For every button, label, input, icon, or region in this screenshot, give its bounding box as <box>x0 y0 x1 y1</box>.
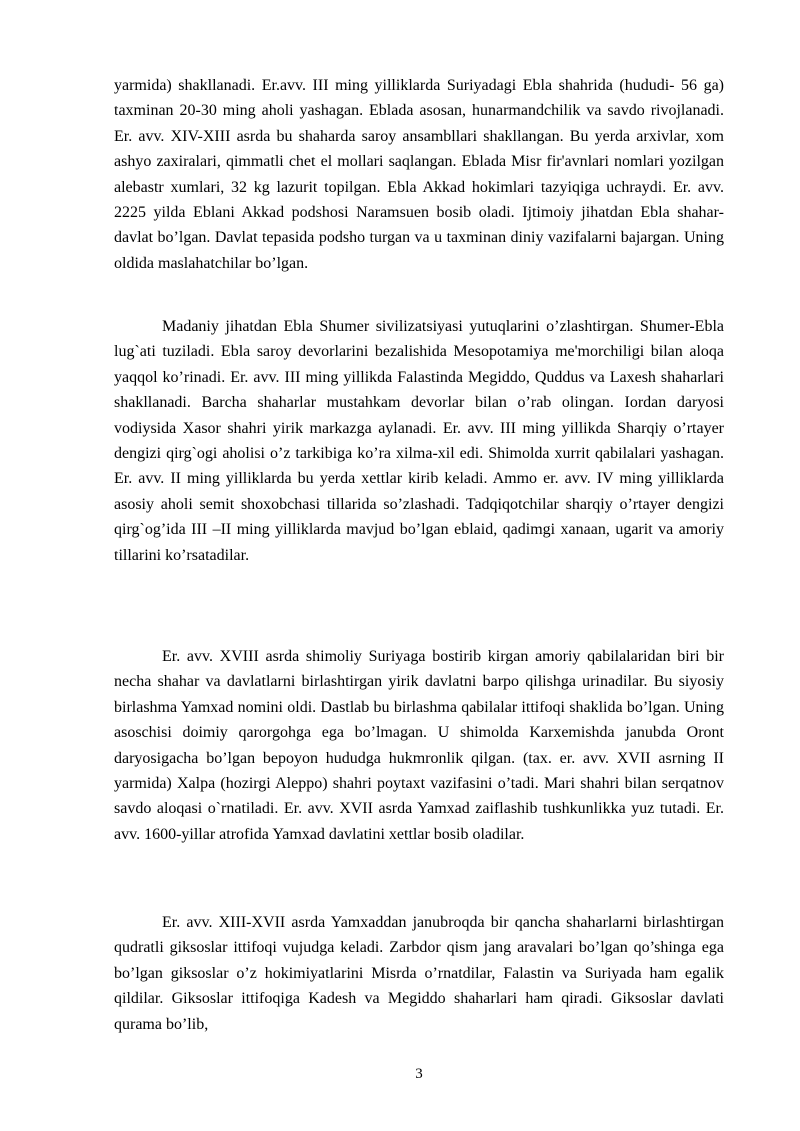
paragraph: Madaniy jihatdan Ebla Shumer sivilizatsiyasi yutuqlarini o’zlashtirgan. Shumer-Ebla lug`ati tuziladi. Ebla saroy devorlarini bezalishida Mesopotamiya me'morchiligi bilan aloqa yaqqol ko’rinadi. Er. avv. III ming yillikda Falastinda Megiddo, Quddus va Laxesh shaharlari shakllanadi. Barcha shaharlar mustahkam devorlar bilan o’rab olingan. Iordan daryosi vodiysida Xasor shahri yirik markazga aylanadi. Er. avv. III ming yillikda Sharqiy o’rtayer dengizi qirg`ogi aholisi o’z tarkibiga ko’ra xilma-xil edi. Shimolda xurrit qabilalari yashagan. Er. avv. II ming yilliklarda bu yerda xettlar kirib keladi. Ammo er. avv. IV ming yilliklarda asosiy aholi semit shoxobchasi tillarida so’zlashadi. Tadqiqotchilar sharqiy o’rtayer dengizi qirg`og’ida III –II ming yilliklarda mavjud bo’lgan eblaid, qadimgi xanaan, ugarit va amoriy tillarini ko’rsatadilar. <box>114 318 724 564</box>
paragraph: yarmida) shakllanadi. Er.avv. III ming yilliklarda Suriyadagi Ebla shahrida (hududi- 56 ga) taxminan 20-30 ming aholi yashagan. Eblada asosan, hunarmandchilik va savdo rivojlanadi. Er. avv. XIV-XIII asrda bu shaharda saroy ansambllari shakllangan. Bu yerda arxivlar, xom ashyo zaxiralari, qimmatli chet el mollari saqlangan. Eblada Misr fir'avnlari nomlari yozilgan alebastr xumlari, 32 kg lazurit topilgan. Ebla Akkad hokimlari tazyiqiga uchraydi. Er. avv. 2225 yilda Eblani Akkad podshosi Naramsuen bosib oladi. Ijtimoiy jihatdan Ebla shahar-davlat bo’lgan. Davlat tepasida podsho turgan va u taxminan diniy vazifalarni bajargan. Uning oldida maslahatchilar bo’lgan. <box>114 77 724 272</box>
page-number: 3 <box>415 1066 423 1082</box>
paragraph: Er. avv. XVIII asrda shimoliy Suriyaga bostirib kirgan amoriy qabilalaridan biri bir necha shahar va davlatlarni birlashtirgan yirik davlatni barpo qilishga urinadilar. Bu siyosiy birlashma Yamxad nomini oldi. Dastlab bu birlashma qabilalar ittifoqi shaklida bo’lgan. Uning asoschisi doimiy qarorgohga ega bo’lmagan. U shimolda Karxemishda janubda Oront daryosigacha bo’lgan bepoyon hududga hukmronlik qilgan. (tax. er. avv. XVII asrning II yarmida) Xalpa (hozirgi Aleppo) shahri poytaxt vazifasini o’tadi. Mari shahri bilan serqatnov savdo aloqasi o`rnatiladi. Er. avv. XVII asrda Yamxad zaiflashib tushkunlikka yuz tutadi. Er. avv. 1600-yillar atrofida Yamxad davlatini xettlar bosib oladilar. <box>114 648 724 843</box>
paragraph: Er. avv. XIII-XVII asrda Yamxaddan janubroqda bir qancha shaharlarni birlashtirgan qudratli giksoslar ittifoqi vujudga keladi. Zarbdor qism jang aravalari bo’lgan qo’shinga ega bo’lgan giksoslar o’z hokimiyatlarini Misrda o’rnatdilar, Falastin va Suriyada ham egalik qildilar. Giksoslar ittifoqiga Kadesh va Megiddo shaharlari ham qiradi. Giksoslar davlati qurama bo’lib, <box>114 914 724 1033</box>
